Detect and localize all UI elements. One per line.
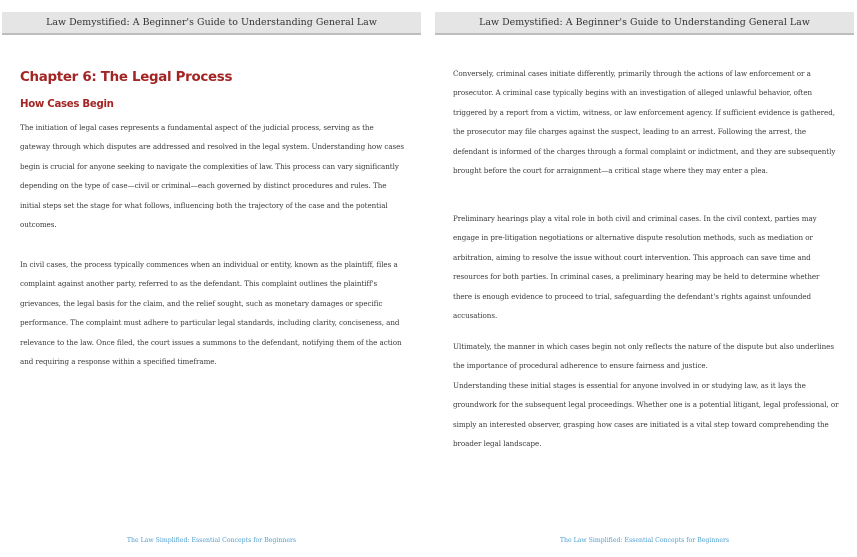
running-header: Law Demystified: A Beginner's Guide to Understanding General Law [435,12,854,35]
body-paragraph: Preliminary hearings play a vital role in both civil and criminal cases. In the civil context, parties may engage in pre-litigation negotiations or alternative dispute resolution methods, such as mediation or arbitration, aiming to resolve the issue without court intervention. This approach can save time and resources for both parties. In criminal cases, a preliminary hearing may be held to determine whether there is enough evidence to proceed to trial, safeguarding the defendant's rights against unfounded accusations. [453,214,820,321]
running-header: Law Demystified: A Beginner's Guide to Understanding General Law [2,12,421,35]
body-paragraph: Understanding these initial stages is essential for anyone involved in or studying law, as it lays the groundwork for the subsequent legal proceedings. Whether one is a potential litigant, legal professional, or simply an interested observer, grasping how cases are initiated is a vital step toward comprehending the broader legal landscape. [453,381,839,449]
body-paragraph: Conversely, criminal cases initiate differently, primarily through the actions of law enforcement or a prosecutor. A criminal case typically begins with an investigation of alleged unlawful behavior, often triggered by a report from a victim, witness, or law enforcement agency. If sufficient evidence is gathered, the prosecutor may file charges against the suspect, leading to an arrest. Following the arrest, the defendant is informed of the charges through a formal complaint or indictment, and they are subsequently brought before the court for arraignment—a critical stage where they may enter a plea. [453,69,836,176]
running-footer: The Law Simplified: Essential Concepts for Beginners [126,537,297,544]
section-title: How Cases Begin [20,99,114,110]
right-page [435,12,854,557]
body-paragraph: In civil cases, the process typically commences when an individual or entity, known as the plaintiff, files a complaint against another party, referred to as the defendant. This complaint outlines the plaintiff's grievances, the legal basis for the claim, and the relief sought, such as monetary damages or specific performance. The complaint must adhere to particular legal standards, including clarity, conciseness, and relevance to the law. Once filed, the court issues a summons to the defendant, notifying them of the action and requiring a response within a specified timeframe. [20,260,402,367]
left-page [2,12,421,557]
running-footer: The Law Simplified: Essential Concepts for Beginners [559,537,730,544]
body-paragraph: Ultimately, the manner in which cases begin not only reflects the nature of the dispute but also underlines the importance of procedural adherence to ensure fairness and justice. [453,342,834,371]
chapter-title: Chapter 6: The Legal Process [20,70,233,85]
body-paragraph: The initiation of legal cases represents a fundamental aspect of the judicial process, serving as the gateway through which disputes are addressed and resolved in the legal system. Understanding how cases begin is crucial for anyone seeking to navigate the complexities of law. This process can vary significantly depending on the type of case—civil or criminal—each governed by distinct procedures and rules. The initial steps set the stage for what follows, influencing both the trajectory of the case and the potential outcomes. [20,123,404,230]
